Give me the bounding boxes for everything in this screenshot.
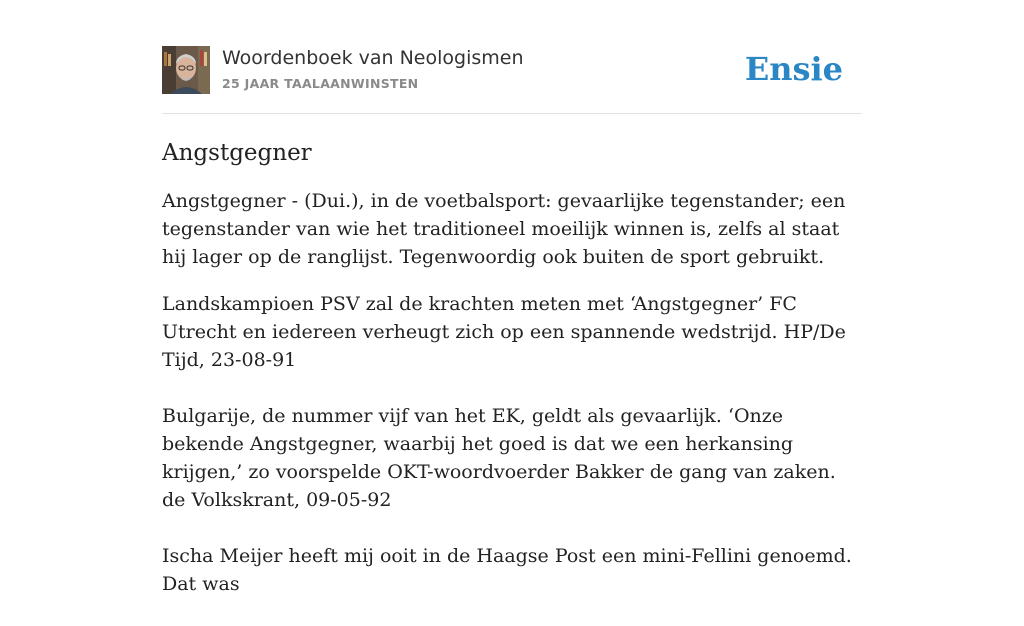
entry-title: Angstgegner [162,140,312,166]
brand-logo-link[interactable]: Ensie [744,50,843,88]
citation-item: Landskampioen PSV zal de krachten meten met ‘Angstgegner’ FC Utrecht en iedereen verheugt zich op een spannende wedstrijd. HP/De Tijd, 23-08-91 [162,293,846,371]
entry-definition: Angstgegner - (Dui.), in de voetbalsport: gevaarlijke tegenstander; een tegenstander van wie het traditioneel moeilijk winnen is, zelfs al staat hij lager op de ranglijst. Tegenwoordig ook buiten de sport gebruikt. [162,190,846,268]
entry-content [162,137,862,626]
site-title[interactable]: Woordenboek van Neologismen [222,47,524,69]
citation-item: Bulgarije, de nummer vijf van het EK, geldt als gevaarlijk. ‘Onze bekende Angstgegner, waarbij het goed is dat we een herkansing krijgen,’ zo voorspelde OKT-woordvoerder Bakker de gang van zaken. de Volkskrant, 09-05-92 [162,405,836,511]
site-header [162,46,862,96]
site-subtitle: 25 JAAR TAALAANWINSTEN [222,76,419,91]
citation-item: Ischa Meijer heeft mij ooit in de Haagse Post een mini-Fellini genoemd. Dat was [162,545,852,595]
avatar-image [162,46,210,94]
header-divider [162,113,862,114]
author-avatar[interactable] [162,46,210,94]
citation-list [162,290,862,598]
